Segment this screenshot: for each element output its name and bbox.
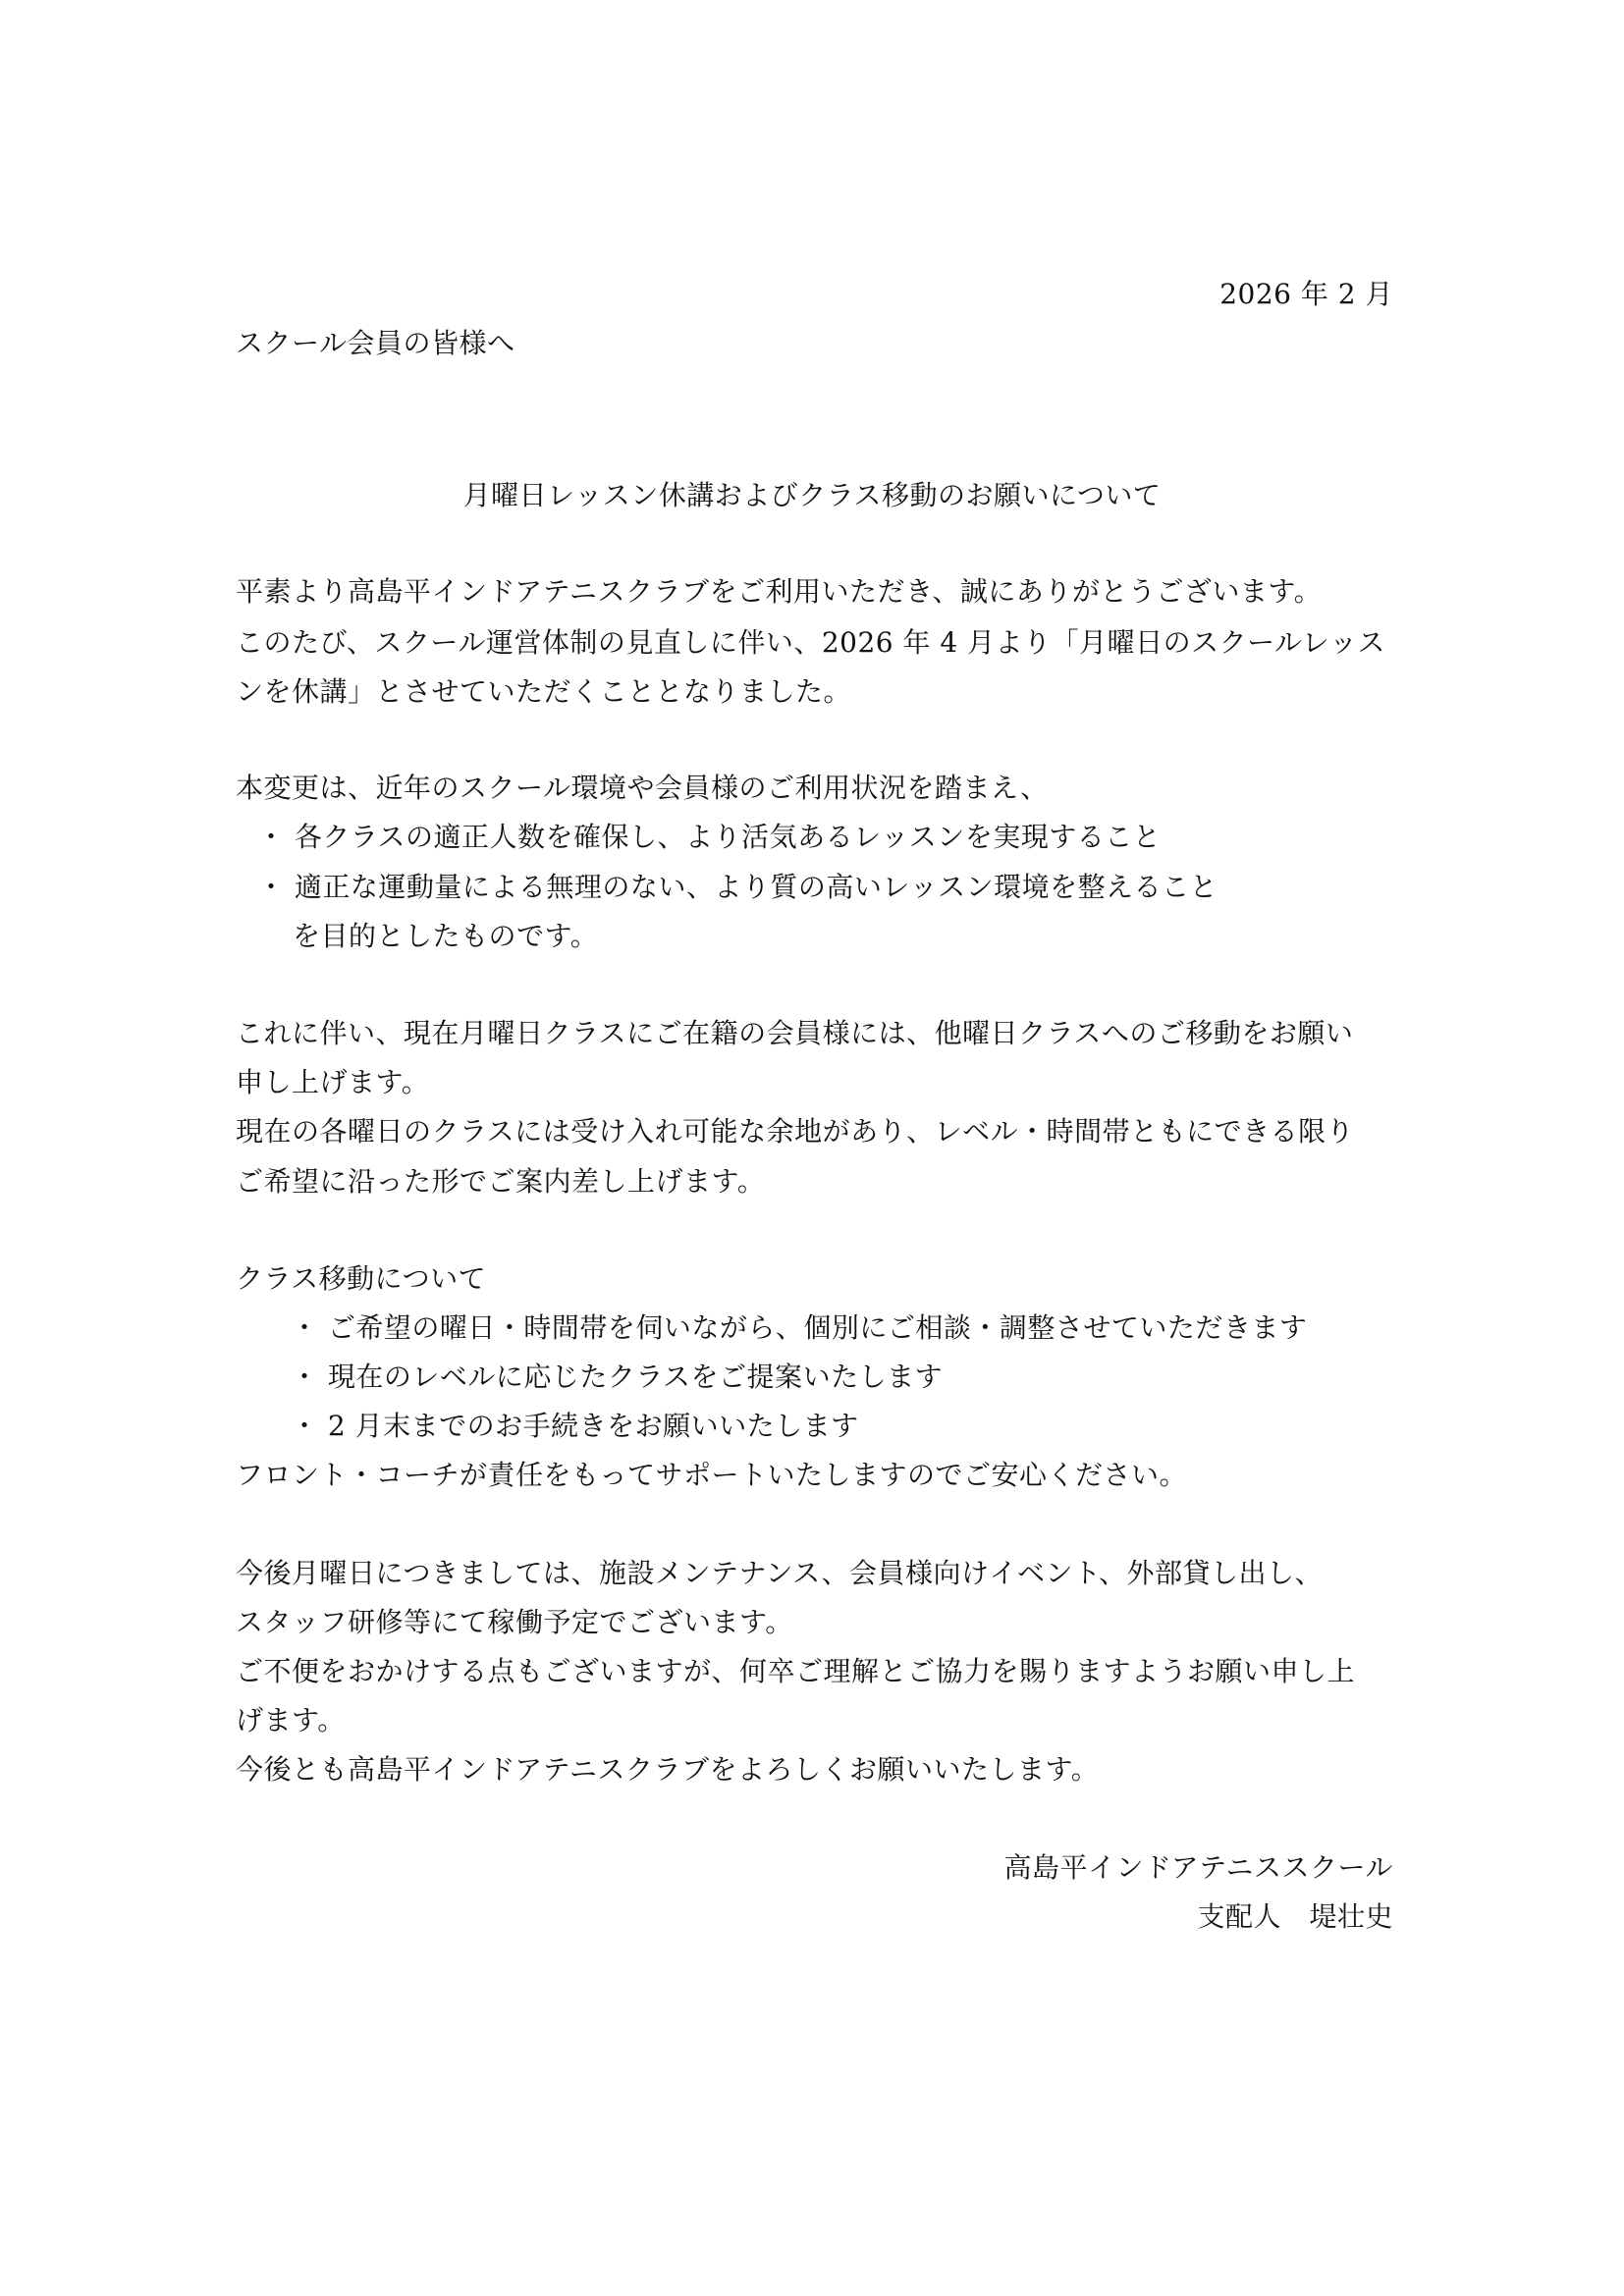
- request-line: 現在の各曜日のクラスには受け入れ可能な余地があり、レベル・時間帯ともにできる限り: [236, 1115, 1355, 1148]
- closing-line: げます。: [236, 1704, 346, 1736]
- intro-line: ンを休講」とさせていただくこととなりました。: [236, 675, 852, 708]
- signature-organization: 高島平インドアテニススクール: [1003, 1851, 1393, 1884]
- purpose-closing: を目的としたものです。: [293, 920, 599, 952]
- closing-line: 今後とも高島平インドアテニスクラブをよろしくお願いいたします。: [236, 1753, 1100, 1786]
- purpose-bullet: ・ 適正な運動量による無理のない、より質の高いレッスン環境を整えること: [257, 871, 1218, 903]
- class-move-bullet: ・ 現在のレベルに応じたクラスをご提案いたします: [291, 1361, 944, 1393]
- support-line: フロント・コーチが責任をもってサポートいたしますのでご安心ください。: [236, 1459, 1188, 1491]
- purpose-bullet: ・ 各クラスの適正人数を確保し、より活気あるレッスンを実現すること: [257, 821, 1162, 853]
- request-line: これに伴い、現在月曜日クラスにご在籍の会員様には、他曜日クラスへのご移動をお願い: [236, 1017, 1354, 1049]
- purpose-lead: 本変更は、近年のスクール環境や会員様のご利用状況を踏まえ、: [236, 772, 1049, 804]
- closing-line: ご不便をおかけする点もございますが、何卒ご理解とご協力を賜りますようお願い申し上: [236, 1655, 1356, 1687]
- request-line: 申し上げます。: [236, 1066, 430, 1098]
- recipient-line: スクール会員の皆様へ: [236, 327, 515, 359]
- intro-line: このたび、スクール運営体制の見直しに伴い、2026 年 4 月より「月曜日のスクールレッス: [236, 626, 1386, 659]
- request-line: ご希望に沿った形でご案内差し上げます。: [236, 1165, 766, 1198]
- signature-manager: 支配人 堤壮史: [1197, 1900, 1393, 1933]
- closing-line: 今後月曜日につきましては、施設メンテナンス、会員様向けイベント、外部貸し出し、: [236, 1557, 1324, 1589]
- class-move-bullet: ・ ご希望の曜日・時間帯を伺いながら、個別にご相談・調整させていただきます: [291, 1311, 1308, 1344]
- intro-line: 平素より高島平インドアテニスクラブをご利用いただき、誠にありがとうございます。: [236, 575, 1323, 608]
- class-move-heading: クラス移動について: [236, 1262, 487, 1295]
- letter-title: 月曜日レッスン休講およびクラス移動のお願いについて: [462, 479, 1162, 511]
- class-move-bullet: ・ 2 月末までのお手続きをお願いいたします: [291, 1410, 859, 1442]
- closing-line: スタッフ研修等にて稼働予定でございます。: [236, 1606, 793, 1638]
- letter-date: 2026 年 2 月: [1219, 278, 1393, 310]
